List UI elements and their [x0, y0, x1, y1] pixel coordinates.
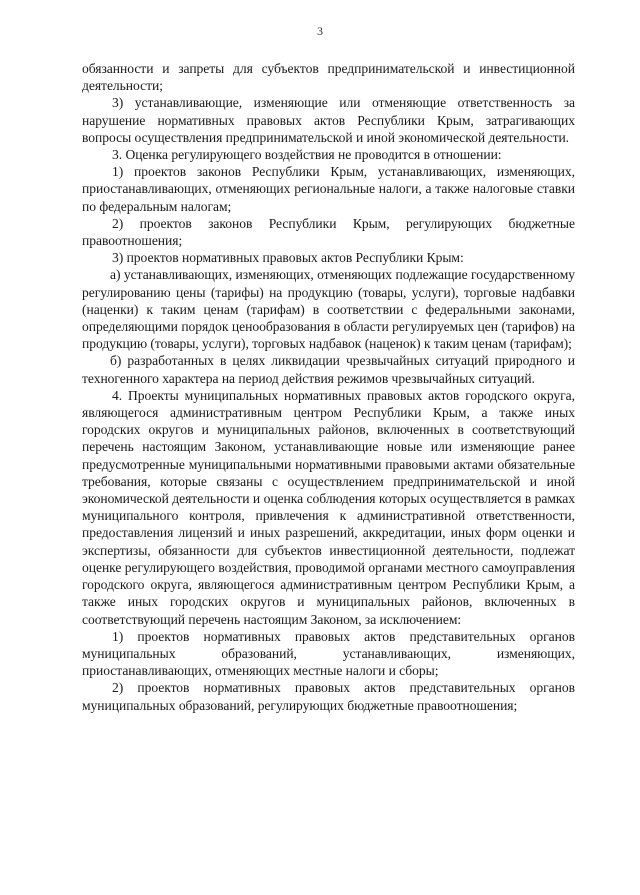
paragraph-subitem-a: а) устанавливающих, изменяющих, отменяющих подлежащие государственному регулированию цены (тарифы) на продукцию (товары, услуги), торговые надбавки (наценки) к таким ценам (тарифам) в соответствии с федеральными законами, определяющими порядок ценообразования в области регулируемых цен (тарифов) на продукцию (товары, услуги), торговых надбавок (наценок) к таким ценам (тарифам); [82, 267, 575, 352]
paragraph-section-3-item-2: 2) проектов законов Республики Крым, регулирующих бюджетные правоотношения; [82, 215, 575, 249]
paragraph-section-4-item-1: 1) проектов нормативных правовых актов представительных органов муниципальных образований, устанавливающих, изменяющих, приостанавливающих, отменяющих местные налоги и сборы; [82, 628, 575, 679]
paragraph-continuation: обязанности и запреты для субъектов предпринимательской и инвестиционной деятельности; [82, 61, 575, 94]
paragraph-section-4-item-2: 2) проектов нормативных правовых актов представительных органов муниципальных образований, регулирующих бюджетные правоотношения; [82, 680, 575, 713]
paragraph-item-3-liability: 3) устанавливающие, изменяющие или отменяющие ответственность за нарушение нормативных правовых актов Республики Крым, затрагивающих вопросы осуществления предпринимательской и иной экономической деятельности. [82, 95, 575, 145]
paragraph-section-3-item-3: 3) проектов нормативных правовых актов Республики Крым: [112, 250, 464, 266]
paragraph-subitem-b: б) разработанных в целях ликвидации чрезвычайных ситуаций природного и техногенного характера на период действия режимов чрезвычайных ситуаций. [82, 353, 575, 386]
page-number: 3 [317, 24, 323, 38]
paragraph-section-3-item-1: 1) проектов законов Республики Крым, устанавливающих, изменяющих, приостанавливающих, отменяющих региональные налоги, а также налоговые ставки по федеральным налогам; [82, 164, 575, 214]
paragraph-section-4: 4. Проекты муниципальных нормативных правовых актов городского округа, являющегося административным центром Республики Крым, а также иных городских округов и муниципальных районов, включенных в соответствующий перечень настоящим Законом, устанавливающие новые или изменяющие ранее предусмотренные муниципальными нормативными правовыми актами обязательные требования, которые связаны с осуществлением предпринимательской и иной экономической деятельности и оценка соблюдения которых осуществляется в рамках муниципального контроля, привлечения к административной ответственности, предоставления лицензий и иных разрешений, аккредитации, иных форм оценки и экспертизы, обязанности для субъектов инвестиционной деятельности, подлежат оценке регулирующего воздействия, проводимой органами местного самоуправления городского округа, являющегося административным центром Республики Крым, а также иных городских округов и муниципальных районов, включенных в соответствующий перечень настоящим Законом, за исключением: [82, 387, 575, 627]
document-body [82, 60, 575, 714]
paragraph-section-3: 3. Оценка регулирующего воздействия не проводится в отношении: [112, 147, 502, 163]
